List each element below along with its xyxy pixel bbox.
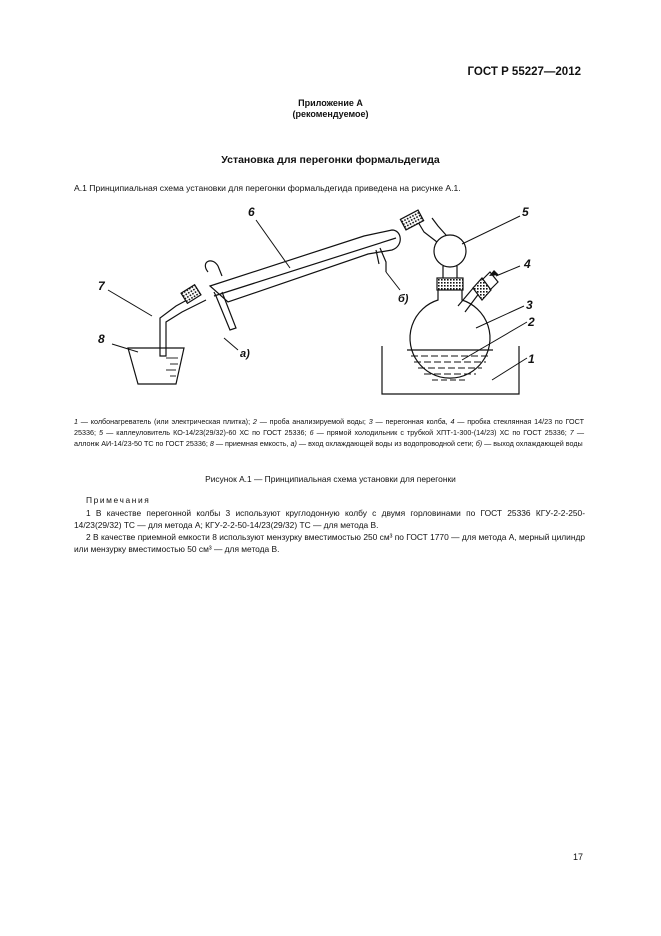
heater-mantle	[382, 346, 519, 394]
leader-3	[476, 306, 524, 328]
legend-item: 5 — каплеуловитель КО-14/23(29/32)-60 ХС по ГОСТ 25336;	[99, 427, 310, 437]
label-6: 6	[248, 205, 255, 219]
flask-joint	[437, 278, 463, 290]
adapter-joint	[181, 285, 201, 304]
leader-b	[386, 272, 400, 290]
glass-stopper	[473, 278, 491, 300]
label-3: 3	[526, 298, 533, 312]
legend-item: 4 — пробка стеклянная 14/23 по ГОСТ 25336;	[74, 417, 584, 437]
label-a: а)	[240, 348, 250, 360]
label-b: б)	[398, 293, 409, 305]
legend-item: а) — вход охлаждающей воды из водопроводной сети;	[290, 438, 476, 448]
leader-a	[224, 338, 238, 350]
flask-body	[410, 290, 490, 378]
leader-2	[462, 322, 527, 360]
legend-item: б) — выход охлаждающей воды	[475, 438, 583, 448]
intro-paragraph: А.1 Принципиальная схема установки для перегонки формальдегида приведена на рисунке А.1.	[74, 183, 461, 193]
label-5: 5	[522, 205, 529, 219]
note-item: 2 В качестве приемной емкости 8 используют мензурку вместимостью 250 см³ по ГОСТ 1770 — для метода А, мерный цилиндр или мензурку вместимостью 50 см³ — для метода В.	[74, 532, 585, 554]
leader-6	[256, 220, 290, 268]
section-heading: Установка для перегонки формальдегида	[221, 154, 440, 166]
legend-item: 8 — приемная емкость,	[209, 438, 291, 448]
figure-caption: Рисунок А.1 — Принципиальная схема установки для перегонки	[205, 474, 456, 484]
condenser-jacket	[210, 230, 400, 302]
legend-item: 3 — перегонная колба,	[368, 417, 451, 426]
standard-number: ГОСТ Р 55227—2012	[467, 66, 581, 78]
receiver-beaker	[128, 348, 184, 384]
inlet-hook	[205, 261, 222, 276]
label-1: 1	[528, 352, 535, 366]
label-7: 7	[98, 279, 105, 293]
notes-title: Примечания	[86, 495, 151, 505]
page-number: 17	[573, 852, 584, 862]
figure-legend	[74, 417, 584, 449]
label-4: 4	[524, 257, 531, 271]
distillation-diagram	[0, 0, 661, 420]
label-8: 8	[98, 332, 105, 346]
beaker-scale	[166, 358, 178, 376]
leader-4	[496, 266, 520, 276]
legend-item: 2 — проба анализируемой воды;	[252, 417, 369, 426]
trap-stem	[443, 266, 457, 278]
label-2: 2	[528, 315, 535, 329]
leader-7	[108, 290, 152, 316]
legend-item: 7 — аллонж АИ-14/23-50 ТС по ГОСТ 25336;	[74, 427, 585, 448]
appendix-label: Приложение А	[298, 98, 363, 108]
legend-item: 6 — прямой холодильник с трубкой ХПТ-1-300-(14/23) ХС по ГОСТ 25336;	[309, 427, 570, 437]
leader-1	[492, 358, 527, 380]
note-item: 1 В качестве перегонной колбы 3 используют круглодонную колбу с двумя горловинами по ГОСТ 25336 КГУ-2-2-250-14/23(29/32) ТС — для метода А; КГУ-2-2-50-14/23(29/32) ТС — для метода В.	[74, 508, 585, 530]
appendix-status: (рекомендуемое)	[292, 109, 369, 119]
adapter-body	[160, 294, 206, 356]
leader-5	[462, 216, 520, 244]
legend-item: 1 — колбонагреватель (или электрическая плитка);	[74, 417, 253, 426]
trap-bulb	[434, 235, 466, 267]
trap-joint	[400, 210, 423, 230]
condenser-inner-tube	[214, 238, 396, 296]
water-inlet	[214, 292, 236, 330]
